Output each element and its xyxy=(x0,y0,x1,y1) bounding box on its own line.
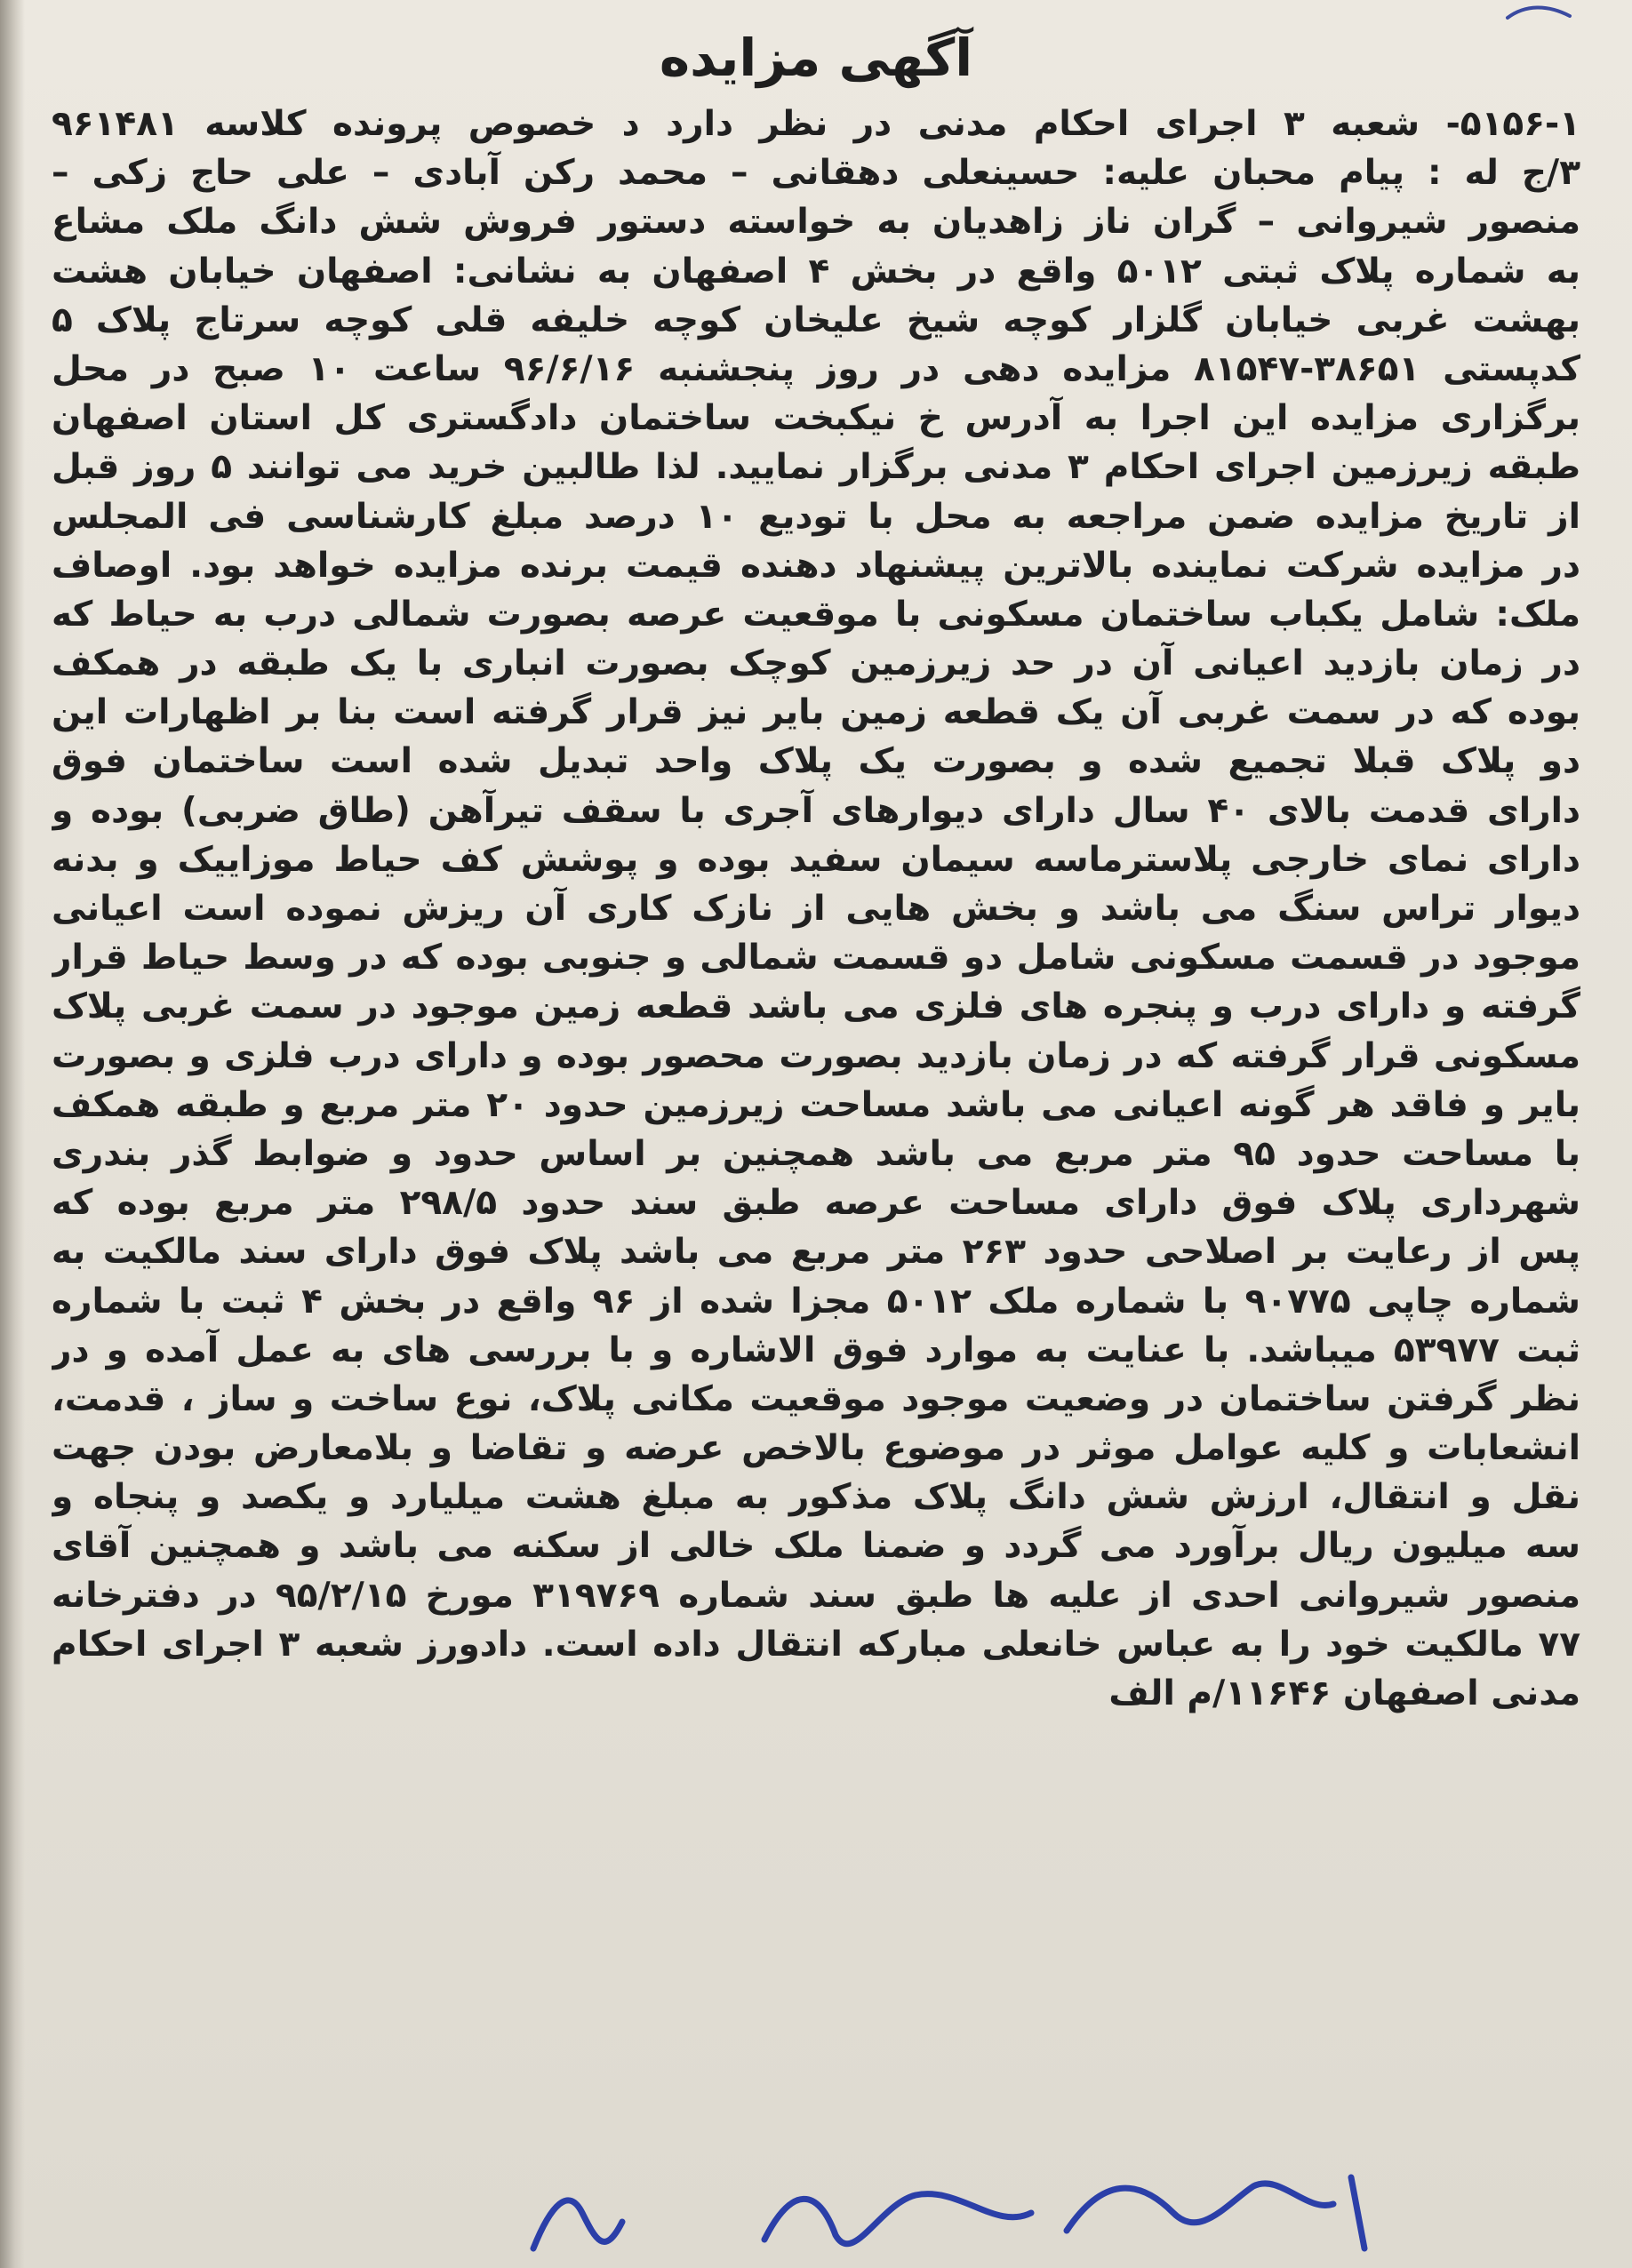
notice-line: مسکونی قرار گرفته که در زمان بازدید بصورت محصور بوده و دارای درب فلزی و بصورت xyxy=(52,1035,1580,1076)
auction-notice-title: آگهی مزایده xyxy=(659,28,973,88)
notice-line: به شماره پلاک ثبتی ۵۰۱۲ واقع در بخش ۴ اصفهان به نشانی: اصفهان خیابان هشت xyxy=(52,251,1580,291)
notice-line: موجود در قسمت مسکونی شامل دو قسمت شمالی و جنوبی بوده که در وسط حیاط قرار xyxy=(52,938,1580,978)
notice-line: کدپستی ۳۸۶۵۱-۸۱۵۴۷ مزایده دهی در روز پنجشنبه ۹۶/۶/۱۶ ساعت ۱۰ صبح در محل xyxy=(52,348,1580,389)
notice-line: ملک: شامل یکباب ساختمان مسکونی با موقعیت عرصه بصورت شمالی درب به حیاط که xyxy=(52,594,1580,635)
notice-line: نظر گرفتن ساختمان در وضعیت موجود موقعیت مکانی پلاک، نوع ساخت و ساز ، قدمت، xyxy=(52,1378,1580,1419)
notice-line: برگزاری مزایده این اجرا به آدرس خ نیکبخت ساختمان دادگستری کل استان اصفهان xyxy=(52,398,1580,439)
notice-line: بوده که در سمت غربی آن یک قطعه زمین بایر نیز قرار گرفته است بنا بر اظهارات این xyxy=(52,692,1580,733)
notice-line: ۷۷ مالکیت خود را به عباس خانعلی مبارکه انتقال داده است. دادورز شعبه ۳ اجرای احکام xyxy=(52,1624,1580,1665)
handwritten-signature-icon xyxy=(498,2151,1476,2268)
notice-line: طبقه زیرزمین اجرای احکام ۳ مدنی برگزار نمایید. لذا طالبین خرید می توانند ۵ روز قبل xyxy=(52,447,1580,488)
notice-line: ۳/ج له : پیام محبان علیه: حسینعلی دهقانی – محمد رکن آبادی – علی حاج زکی – xyxy=(52,153,1580,194)
notice-line: دارای قدمت بالای ۴۰ سال دارای دیوارهای آجری با سقف تیرآهن (طاق ضربی) بوده و xyxy=(52,790,1580,831)
notice-line: مدنی اصفهان ۱۱۶۴۶/م الف xyxy=(1108,1673,1580,1713)
notice-line: نقل و انتقال، ارزش شش دانگ پلاک مذکور به مبلغ هشت میلیارد و یکصد و پنجاه و xyxy=(52,1477,1580,1518)
notice-line: دیوار تراس سنگ می باشد و بخش هایی از نازک کاری آن ریزش نموده است اعیانی xyxy=(52,889,1580,929)
notice-line: در مزایده شرکت نماینده بالاترین پیشنهاد دهنده قیمت برنده مزایده خواهد بود. اوصاف xyxy=(52,545,1580,586)
corner-ink-mark xyxy=(1499,0,1579,32)
notice-body xyxy=(52,100,1580,2126)
notice-line: دو پلاک قبلا تجمیع شده و بصورت یک پلاک واحد تبدیل شده است ساختمان فوق xyxy=(52,741,1580,782)
notice-line: بایر و فاقد هر گونه اعیانی می باشد مساحت زیرزمین حدود ۲۰ متر مربع و طبقه همکف xyxy=(52,1084,1580,1125)
notice-line: شماره چاپی ۹۰۷۷۵ با شماره ملک ۵۰۱۲ مجزا شده از ۹۶ واقع در بخش ۴ ثبت با شماره xyxy=(52,1281,1580,1322)
notice-line: پس از رعایت بر اصلاحی حدود ۲۶۳ متر مربع می باشد پلاک فوق دارای سند مالکیت به xyxy=(52,1232,1580,1273)
notice-line: از تاریخ مزایده ضمن مراجعه به محل با تودیع ۱۰ درصد مبلغ کارشناسی فی المجلس xyxy=(52,496,1580,537)
notice-line: گرفته و دارای درب و پنجره های فلزی می باشد قطعه زمین موجود در سمت غربی پلاک xyxy=(52,986,1580,1027)
page-edge-shadow xyxy=(0,0,25,2268)
notice-line: ثبت ۵۳۹۷۷ میباشد. با عنایت به موارد فوق الاشاره و با بررسی های به عمل آمده و در xyxy=(52,1330,1580,1370)
notice-line: ۵۱۵۶-۱- شعبه ۳ اجرای احکام مدنی در نظر دارد د خصوص پرونده کلاسه ۹۶۱۴۸۱ xyxy=(52,104,1580,144)
notice-line: منصور شیروانی – گران ناز زاهدیان به خواسته دستور فروش شش دانگ ملک مشاع xyxy=(52,202,1580,243)
notice-line: دارای نمای خارجی پلاسترماسه سیمان سفید بوده و پوشش کف حیاط موزاییک و بدنه xyxy=(52,839,1580,880)
notice-line: با مساحت حدود ۹۵ متر مربع می باشد همچنین بر اساس حدود و ضوابط گذر بندری xyxy=(52,1133,1580,1174)
notice-line: در زمان بازدید اعیانی آن در حد زیرزمین کوچک بصورت انباری با یک طبقه در همکف xyxy=(52,643,1580,684)
notice-line: شهرداری پلاک فوق دارای مساحت عرصه طبق سند حدود ۲۹۸/۵ متر مربع بوده که xyxy=(52,1183,1580,1224)
notice-line: منصور شیروانی احدی از علیه ها طبق سند شماره ۳۱۹۷۶۹ مورخ ۹۵/۲/۱۵ در دفترخانه xyxy=(52,1575,1580,1616)
notice-line: بهشت غربی خیابان گلزار کوچه شیخ علیخان کوچه خلیفه قلی کوچه سرتاج پلاک ۵ xyxy=(52,299,1580,340)
notice-line: انشعابات و کلیه عوامل موثر در موضوع بالاخص عرضه و تقاضا و بلامعارض بودن جهت xyxy=(52,1428,1580,1469)
notice-line: سه میلیون ریال برآورد می گردد و ضمنا ملک خالی از سکنه می باشد و همچنین آقای xyxy=(52,1526,1580,1567)
